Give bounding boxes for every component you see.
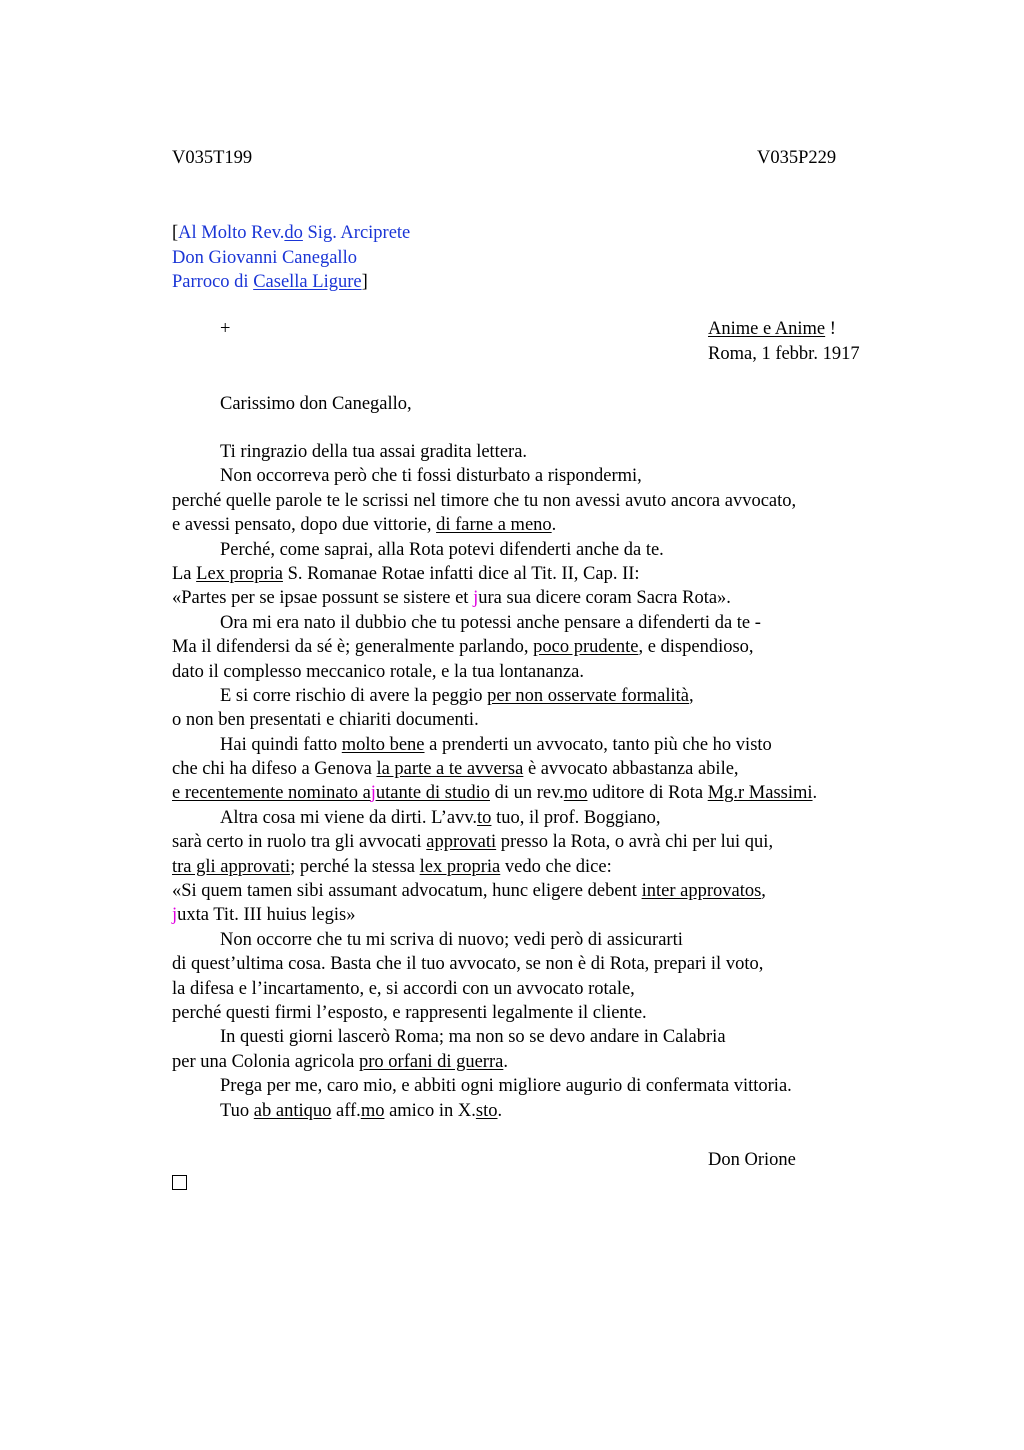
- underlined-phrase: Lex propria: [196, 563, 283, 584]
- body-line: Altra cosa mi viene da dirti. L’avv.to tuo, il prof. Boggiano,: [220, 807, 661, 828]
- underlined-phrase: di farne a meno: [436, 515, 552, 536]
- body-line: tra gli approvati; perché la stessa lex propria vedo che dice:: [172, 856, 612, 877]
- cross-symbol: +: [220, 319, 231, 339]
- salutation: Carissimo don Canegallo,: [220, 394, 412, 414]
- addressee-line-1: [172, 221, 410, 246]
- addressee-place: Casella Ligure: [253, 272, 362, 292]
- editorial-letter-mark: j: [473, 588, 479, 609]
- body-line: perché questi firmi l’esposto, e rappresenti legalmente il cliente.: [172, 1002, 647, 1023]
- body-line: In questi giorni lascerò Roma; ma non so se devo andare in Calabria: [220, 1027, 726, 1048]
- closing-line: Tuo ab antiquo aff.mo amico in X.sto.: [220, 1100, 503, 1121]
- close-bracket: ]: [361, 272, 368, 292]
- addressee-parish-label: Parroco di: [172, 272, 254, 292]
- letter-body: [172, 440, 912, 1123]
- underlined-phrase: pro orfani di guerra: [359, 1051, 504, 1072]
- body-line: juxta Tit. III huius legis»: [172, 905, 356, 926]
- motto-text: Anime e Anime: [708, 319, 826, 339]
- body-line: Ti ringrazio della tua assai gradita lettera.: [220, 442, 528, 462]
- underlined-abbr: sto: [475, 1100, 498, 1121]
- underlined-abbr: mo: [360, 1100, 385, 1121]
- body-line: la difesa e l’incartamento, e, si accordi con un avvocato rotale,: [172, 978, 635, 999]
- underlined-phrase: inter approvatos: [641, 881, 762, 902]
- underlined-phrase: molto bene: [341, 734, 425, 755]
- addressee-name: Don Giovanni Canegallo: [172, 247, 357, 268]
- body-line: Ora mi era nato il dubbio che tu potessi anche pensare a difenderti da te -: [220, 612, 761, 633]
- addressee-title-abbr: do: [284, 223, 303, 243]
- underlined-abbr: to: [477, 807, 492, 828]
- underlined-phrase: ab antiquo: [253, 1100, 332, 1121]
- body-line: perché quelle parole te le scrissi nel timore che tu non avessi avuto ancora avvocato,: [172, 490, 797, 511]
- body-line: La Lex propria S. Romanae Rotae infatti dice al Tit. II, Cap. II:: [172, 563, 640, 584]
- underlined-phrase: poco prudente: [533, 637, 639, 658]
- motto: [708, 318, 836, 340]
- addressee-block: [172, 221, 410, 295]
- body-line: e avessi pensato, dopo due vittorie, di farne a meno.: [172, 515, 557, 536]
- body-line: Perché, come saprai, alla Rota potevi difenderti anche da te.: [220, 539, 664, 560]
- signature: Don Orione: [708, 1150, 796, 1170]
- document-code-left: V035T199: [172, 148, 253, 168]
- body-line: di quest’ultima cosa. Basta che il tuo avvocato, se non è di Rota, prepari il voto,: [172, 954, 764, 975]
- letter-date: Roma, 1 febbr. 1917: [708, 344, 860, 364]
- addressee-role: Sig. Arciprete: [302, 223, 411, 243]
- underlined-phrase: lex propria: [419, 856, 501, 877]
- underlined-phrase: Mg.r Massimi: [707, 783, 813, 804]
- underlined-phrase: approvati: [426, 832, 497, 853]
- body-line: Non occorre che tu mi scriva di nuovo; vedi però di assicurarti: [220, 929, 683, 950]
- body-line: E si corre rischio di avere la peggio per non osservate formalità,: [220, 685, 694, 706]
- underlined-phrase: per non osservate formalità: [487, 685, 690, 706]
- body-line: per una Colonia agricola pro orfani di guerra.: [172, 1051, 508, 1072]
- body-line: Prega per me, caro mio, e abbiti ogni migliore augurio di confermata vittoria.: [220, 1076, 792, 1097]
- open-bracket: [: [172, 223, 179, 243]
- underlined-abbr: mo: [563, 783, 588, 804]
- end-of-document-square-icon: [172, 1175, 187, 1190]
- motto-mark: !: [825, 319, 836, 339]
- underlined-phrase: la parte a te avversa: [376, 759, 524, 780]
- underlined-phrase: e recentemente nominato ajutante di studio: [172, 783, 490, 804]
- body-line: dato il complesso meccanico rotale, e la tua lontananza.: [172, 661, 584, 682]
- underlined-phrase: tra gli approvati: [172, 856, 291, 877]
- body-line: «Si quem tamen sibi assumant advocatum, hunc eligere debent inter approvatos,: [172, 881, 766, 902]
- body-line: «Partes per se ipsae possunt se sistere et jura sua dicere coram Sacra Rota».: [172, 588, 731, 609]
- addressee-line-3: [172, 270, 410, 295]
- body-line: Non occorreva però che ti fossi disturbato a rispondermi,: [220, 466, 642, 487]
- addressee-title: Al Molto Rev.: [178, 223, 285, 243]
- body-line: Hai quindi fatto molto bene a prenderti un avvocato, tanto più che ho visto: [220, 734, 772, 755]
- editorial-letter-mark: j: [370, 783, 376, 804]
- body-line: sarà certo in ruolo tra gli avvocati approvati presso la Rota, o avrà chi per lui qui,: [172, 832, 774, 853]
- body-line: Ma il difendersi da sé è; generalmente parlando, poco prudente, e dispendioso,: [172, 637, 754, 658]
- document-code-right: V035P229: [757, 148, 837, 168]
- body-line: che chi ha difeso a Genova la parte a te avversa è avvocato abbastanza abile,: [172, 759, 739, 780]
- body-line: e recentemente nominato ajutante di studio di un rev.mo uditore di Rota Mg.r Massimi.: [172, 783, 818, 804]
- body-line: o non ben presentati e chiariti documenti.: [172, 710, 479, 731]
- editorial-letter-mark: j: [172, 905, 178, 926]
